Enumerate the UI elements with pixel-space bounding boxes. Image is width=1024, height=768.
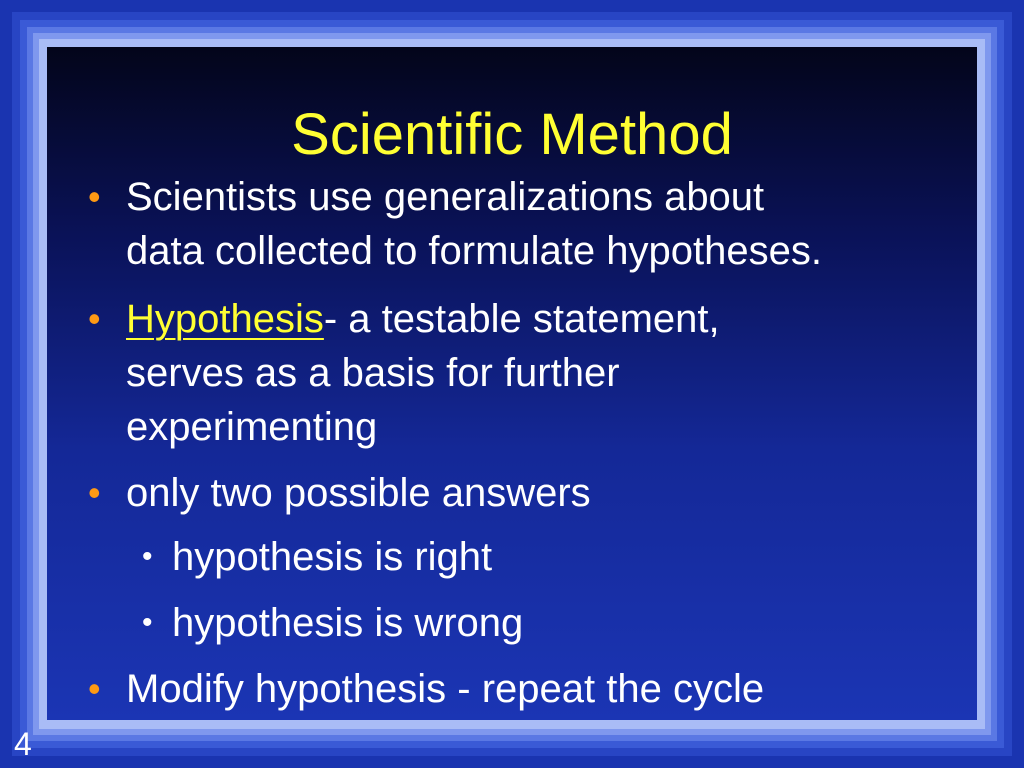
bullet-1-line-2: data collected to formulate hypotheses. [126, 229, 822, 273]
bullet-marker: • [88, 668, 101, 709]
bullet-marker: • [88, 472, 101, 513]
bullet-1-line-1: Scientists use generalizations about [126, 175, 765, 219]
sub-bullet-marker: • [142, 606, 153, 639]
slide-title: Scientific Method [291, 102, 733, 167]
hypothesis-link[interactable]: Hypothesis [126, 297, 324, 341]
bullet-2-line-1 [126, 292, 720, 346]
sub-bullet-marker: • [142, 540, 153, 573]
sub-bullet-1: hypothesis is right [172, 535, 493, 579]
bullet-4-line-1: Modify hypothesis - repeat the cycle [126, 667, 765, 711]
bullet-marker: • [88, 176, 101, 217]
bullet-3-line-1: only two possible answers [126, 471, 591, 515]
bullet-2-line-1-rest: - a testable statement, [323, 297, 720, 341]
slide-number: 4 [14, 726, 32, 762]
bullet-2-line-2: serves as a basis for further [126, 351, 620, 395]
sub-bullet-2: hypothesis is wrong [172, 601, 524, 645]
bullet-marker: • [88, 298, 101, 339]
bullet-2-line-3: experimenting [126, 405, 378, 449]
